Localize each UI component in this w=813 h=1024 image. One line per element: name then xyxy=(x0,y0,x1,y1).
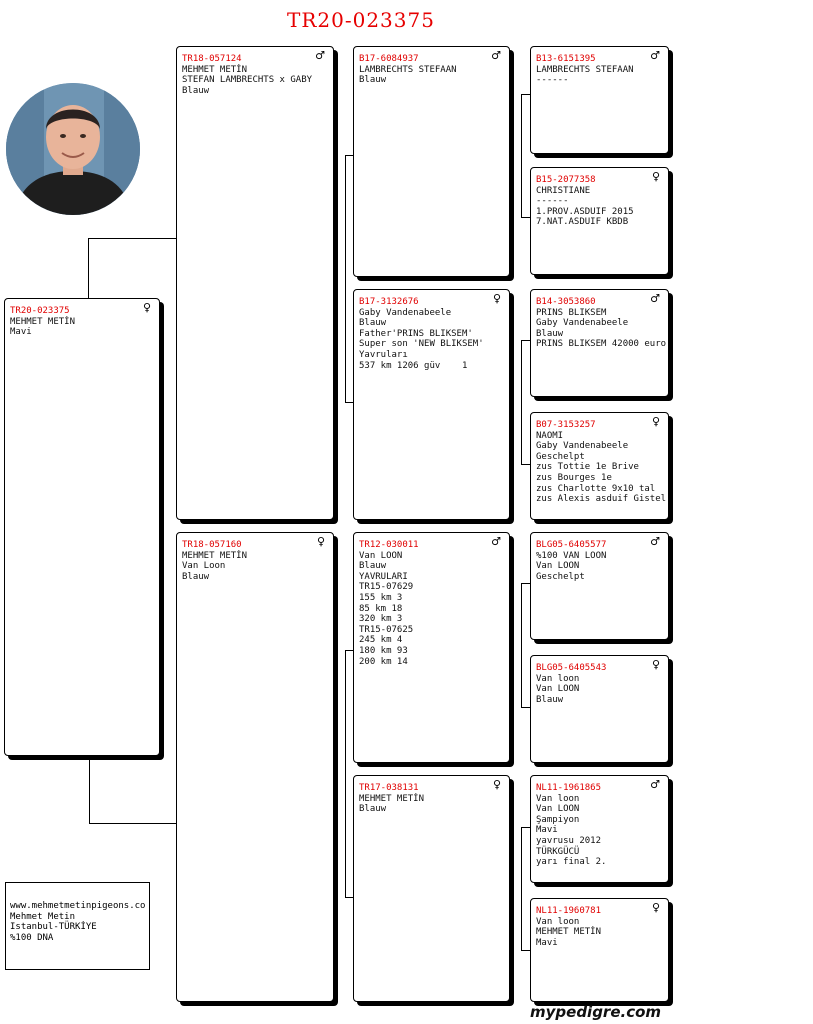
pigeon-info-line: 7.NAT.ASDUIF KBDB xyxy=(536,217,629,228)
connector xyxy=(521,707,530,708)
pigeon-info-line: MEHMET METİN xyxy=(182,550,248,561)
connector xyxy=(521,583,522,708)
pigeon-info-line: Van LOON xyxy=(536,561,580,572)
female-icon: ♀ xyxy=(492,778,501,791)
connector xyxy=(88,238,176,239)
connector xyxy=(521,217,530,218)
connector xyxy=(521,827,530,828)
pigeon-info-line: yarı final 2. xyxy=(536,857,607,868)
connector xyxy=(521,94,522,218)
pigeon-info-line: %100 VAN LOON xyxy=(536,550,607,561)
dam-sire-card[interactable] xyxy=(353,532,510,763)
pigeon-info-line: Mavi xyxy=(10,327,32,338)
ring-number: BLG05-6405577 xyxy=(536,540,607,550)
ring-number: B17-6084937 xyxy=(359,54,419,64)
dam-dam-card[interactable] xyxy=(353,775,510,1002)
connector xyxy=(345,650,353,651)
male-icon: ♂ xyxy=(650,535,660,548)
sire-sire-card[interactable] xyxy=(353,46,510,277)
pigeon-info-line: 85 km 18 xyxy=(359,603,403,614)
pigeon-info-line: MEHMET METİN xyxy=(182,64,248,75)
brand-logo: mypedigre.com xyxy=(530,1003,662,1021)
pigeon-info-line: Mavi xyxy=(536,937,558,948)
dam-sire-sire-card[interactable] xyxy=(530,532,669,640)
dam-dam-sire-card[interactable] xyxy=(530,775,669,883)
connector xyxy=(521,827,522,951)
pigeon-info-line: PRINS BLIKSEM xyxy=(536,307,607,318)
connector xyxy=(345,155,353,156)
pigeon-info-line: STEFAN LAMBRECHTS x GABY xyxy=(182,75,313,86)
pigeon-info-line: 1.PROV.ASDUIF 2015 xyxy=(536,206,634,217)
pigeon-info-line: zus Charlotte 9x10 tal xyxy=(536,483,656,494)
pigeon-info-line: Blauw xyxy=(182,571,210,582)
pigeon-info-line: Blauw xyxy=(536,328,564,339)
ring-number: TR17-038131 xyxy=(359,783,419,793)
pigeon-info-line: Van LOON xyxy=(359,550,403,561)
pigeon-info-line: 155 km 3 xyxy=(359,592,403,603)
pigeon-info-line: zus Tottie 1e Brive xyxy=(536,462,639,473)
connector xyxy=(345,897,353,898)
ring-number: B07-3153257 xyxy=(536,420,596,430)
connector xyxy=(345,402,353,403)
sire-card[interactable] xyxy=(176,46,334,520)
pigeon-info-line: Gaby Vandenabeele xyxy=(359,307,452,318)
ring-number: TR12-030011 xyxy=(359,540,419,550)
female-icon: ♀ xyxy=(651,415,660,428)
male-icon: ♂ xyxy=(650,49,660,62)
male-icon: ♂ xyxy=(491,535,501,548)
female-icon: ♀ xyxy=(316,535,325,548)
pigeon-info-line: LAMBRECHTS STEFAAN xyxy=(359,64,457,75)
sire-dam-dam-card[interactable] xyxy=(530,412,669,520)
connector xyxy=(521,340,530,341)
connector xyxy=(521,583,530,584)
ring-number: TR20-023375 xyxy=(10,306,70,316)
pigeon-info-line: Van loon xyxy=(536,793,580,804)
pigeon-info-line: CHRISTIANE xyxy=(536,185,591,196)
connector xyxy=(88,238,89,298)
pigeon-info-line: Yavruları xyxy=(359,349,408,360)
owner-info-box xyxy=(5,882,150,970)
pigeon-info-line: ------ xyxy=(536,75,569,86)
pigeon-info-line: Van loon xyxy=(536,916,580,927)
pigeon-info-line: Blauw xyxy=(359,561,387,572)
pigeon-info-line: NAOMI xyxy=(536,430,564,441)
pigeon-info-line: MEHMET METİN xyxy=(359,793,425,804)
pigeon-info-line: Van LOON xyxy=(536,684,580,695)
subject-pigeon-card[interactable] xyxy=(4,298,160,756)
pigeon-info-line: Gaby Vandenabeele xyxy=(536,441,629,452)
male-icon: ♂ xyxy=(491,49,501,62)
female-icon: ♀ xyxy=(651,170,660,183)
connector xyxy=(521,464,530,465)
pigeon-info-line: 245 km 4 xyxy=(359,635,403,646)
pigeon-info-line: Şampiyon xyxy=(536,814,580,825)
owner-location: Istanbul-TÜRKİYE xyxy=(10,922,97,933)
owner-dna-note: %100 DNA xyxy=(10,932,54,943)
pigeon-info-line: LAMBRECHTS STEFAAN xyxy=(536,64,634,75)
ring-number: BLG05-6405543 xyxy=(536,663,607,673)
pigeon-info-line: TR15-07625 xyxy=(359,624,414,635)
pigeon-info-line: Blauw xyxy=(536,694,564,705)
connector xyxy=(521,950,530,951)
pigeon-info-line: yavrusu 2012 xyxy=(536,835,602,846)
pigeon-info-line: 537 km 1206 güv 1 xyxy=(359,360,468,371)
connector xyxy=(89,823,176,824)
pigeon-info-line: YAVRULARI xyxy=(359,571,408,582)
pigeon-info-line: zus Bourges 1e xyxy=(536,472,612,483)
pigeon-info-line: 180 km 93 xyxy=(359,645,408,656)
pigeon-info-line: Mavi xyxy=(536,825,558,836)
ring-number: B14-3053860 xyxy=(536,297,596,307)
female-icon: ♀ xyxy=(651,901,660,914)
sire-sire-dam-card[interactable] xyxy=(530,167,669,275)
dam-card[interactable] xyxy=(176,532,334,1002)
pigeon-info-line: Blauw xyxy=(359,75,387,86)
pigeon-info-line: TÜRKGÜCÜ xyxy=(536,846,580,857)
female-icon: ♀ xyxy=(492,292,501,305)
pigeon-info-line: Van loon xyxy=(536,673,580,684)
sire-dam-card[interactable] xyxy=(353,289,510,520)
dam-dam-dam-card[interactable] xyxy=(530,898,669,1002)
pigeon-info-line: Super son 'NEW BLIKSEM' xyxy=(359,339,484,350)
female-icon: ♀ xyxy=(651,658,660,671)
male-icon: ♂ xyxy=(650,778,660,791)
male-icon: ♂ xyxy=(315,49,325,62)
pigeon-info-line: Van Loon xyxy=(182,561,226,572)
ring-number: NL11-1961865 xyxy=(536,783,602,793)
pigeon-info-line: Father'PRINS BLIKSEM' xyxy=(359,328,473,339)
male-icon: ♂ xyxy=(650,292,660,305)
connector xyxy=(345,155,346,403)
sire-sire-sire-card[interactable] xyxy=(530,46,669,154)
pigeon-info-line: Blauw xyxy=(359,804,387,815)
ring-number: TR18-057160 xyxy=(182,540,242,550)
ring-number: B17-3132676 xyxy=(359,297,419,307)
connector xyxy=(521,340,522,465)
ring-number: TR18-057124 xyxy=(182,54,242,64)
owner-website[interactable]: www.mehmetmetinpigeons.co xyxy=(10,901,146,911)
pigeon-info-line: ------ xyxy=(536,196,569,207)
pigeon-info-line: MEHMET METİN xyxy=(10,316,76,327)
pigeon-info-line: TR15-07629 xyxy=(359,582,414,593)
connector xyxy=(521,94,530,95)
owner-photo xyxy=(6,83,140,215)
connector xyxy=(89,756,90,823)
pigeon-info-line: MEHMET METİN xyxy=(536,927,602,938)
pigeon-info-line: Gaby Vandenabeele xyxy=(536,318,629,329)
dam-sire-dam-card[interactable] xyxy=(530,655,669,763)
pigeon-info-line: Blauw xyxy=(182,85,210,96)
pigeon-info-line: Van LOON xyxy=(536,804,580,815)
pigeon-info-line: zus Alexis asduif Gistel xyxy=(536,494,667,505)
pedigree-title: TR20-023375 xyxy=(287,8,435,32)
pigeon-info-line: Blauw xyxy=(359,318,387,329)
ring-number: B15-2077358 xyxy=(536,175,596,185)
pigeon-info-line: Geschelpt xyxy=(536,571,585,582)
pigeon-info-line: 200 km 14 xyxy=(359,656,408,667)
pigeon-info-line: Geschelpt xyxy=(536,451,585,462)
pigeon-info-line: PRINS BLIKSEM 42000 euro xyxy=(536,339,667,350)
sire-dam-sire-card[interactable] xyxy=(530,289,669,397)
ring-number: B13-6151395 xyxy=(536,54,596,64)
pigeon-info-line: 320 km 3 xyxy=(359,614,403,625)
connector xyxy=(345,650,346,898)
owner-name: Mehmet Metin xyxy=(10,911,76,922)
ring-number: NL11-1960781 xyxy=(536,906,602,916)
female-icon: ♀ xyxy=(142,301,151,314)
